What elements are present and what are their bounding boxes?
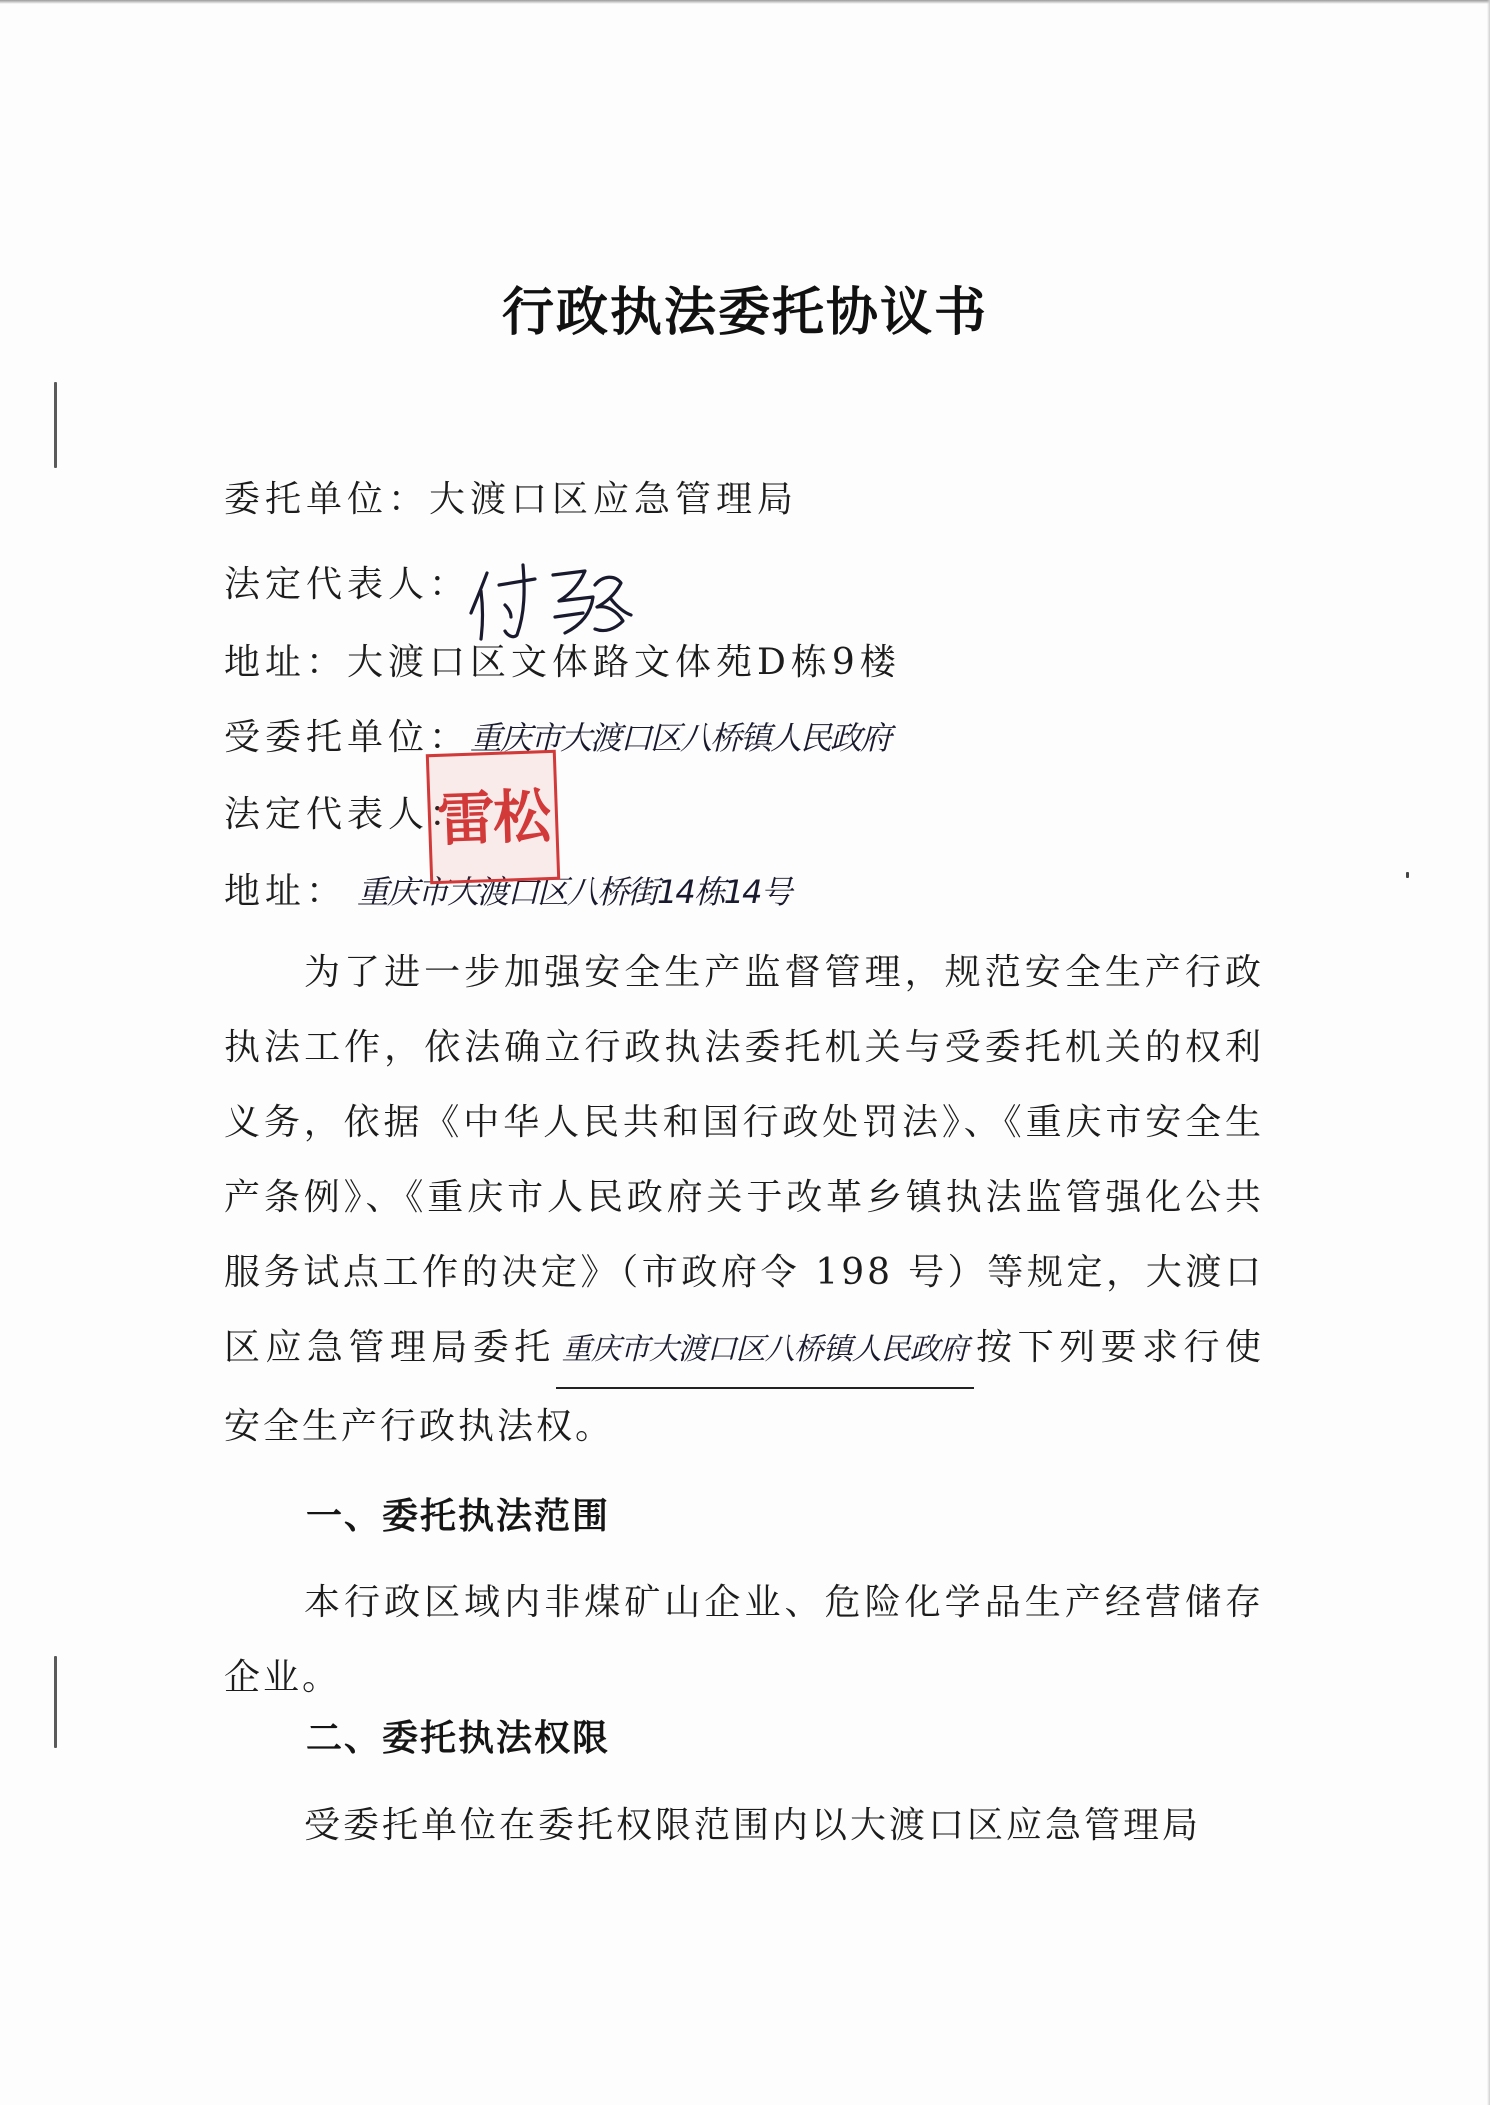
section-heading-scope: 一、委托执法范围: [306, 1496, 611, 1537]
scan-speck: [1406, 872, 1409, 878]
field-label: 受委托单位：: [224, 717, 471, 758]
field-label: 委托单位：: [224, 479, 430, 520]
document-title: 行政执法委托协议书: [501, 282, 988, 343]
field-label: 地址：: [224, 642, 348, 683]
paragraph-purpose: [224, 935, 1264, 1464]
field-value-handwritten: 重庆市大渡口区八桥镇人民政府: [470, 719, 891, 757]
field-label: 地址：: [224, 871, 348, 912]
binder-mark-upper: [54, 382, 57, 468]
field-value: 大渡口区文体路文体苑D栋9楼: [347, 642, 901, 683]
field-legal-representative-1: [224, 555, 470, 615]
field-value-handwritten: 重庆市大渡口区八桥街14栋14号: [357, 873, 791, 911]
field-label: 法定代表人：: [224, 564, 471, 605]
scan-edge-top: [0, 0, 1490, 4]
red-name-seal: 雷松: [426, 750, 560, 884]
field-entrusted-unit: [224, 708, 890, 768]
field-entrusting-unit: [224, 470, 798, 530]
section-body-scope: 本行政区域内非煤矿山企业、危险化学品生产经营储存企业。: [224, 1582, 1264, 1698]
section-body-authority: 受委托单位在委托权限范围内以大渡口区应急管理局: [304, 1805, 1202, 1846]
binder-mark-lower: [54, 1656, 57, 1748]
section-heading-authority: 二、委托执法权限: [306, 1718, 611, 1759]
paragraph-text: 为了进一步加强安全生产监督管理，规范安全生产行政执法工作，依法确立行政执法委托机关与受委托机关的权利义务，依据《中华人民共和国行政处罚法》、《重庆市安全生产条例》、《重庆市人民政府关于改革乡镇执法监管强化公共服务试点工作的决定》（市政府令 198 号）等规定，大渡口区应急管理局委托: [224, 952, 1264, 1368]
paragraph-text: 按下列要求行使安全生产行政执法权。: [224, 1327, 1264, 1447]
field-value: 大渡口区应急管理局: [429, 479, 799, 520]
field-label: 法定代表人：: [224, 794, 471, 835]
handwritten-fill-blank: 重庆市大渡口区八桥镇人民政府: [556, 1312, 974, 1389]
handwritten-signature: [465, 555, 635, 645]
